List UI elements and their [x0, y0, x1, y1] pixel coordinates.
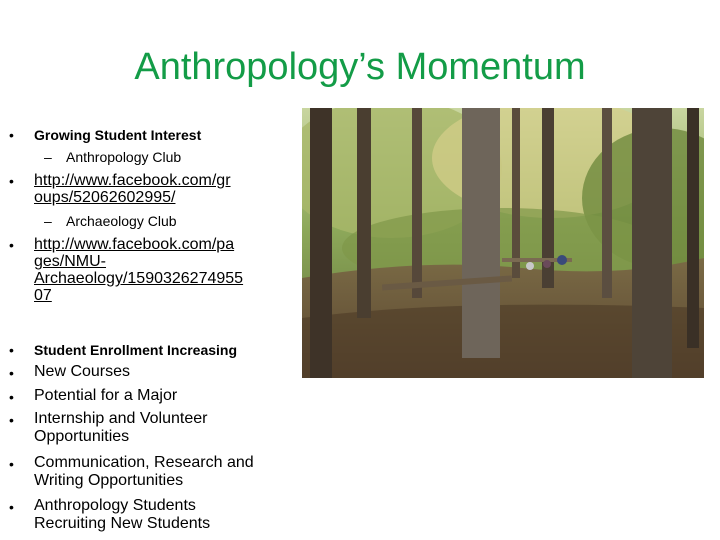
- anthropology-club-link[interactable]: http://www.facebook.com/gr oups/52062602995/: [34, 172, 231, 206]
- sub-bullet: –: [44, 149, 52, 165]
- internship-volunteer: Internship and Volunteer Opportunities: [34, 410, 208, 445]
- bullet: •: [9, 365, 14, 381]
- students-recruiting: Anthropology Students Recruiting New Students: [34, 497, 211, 532]
- slide-title: Anthropology’s Momentum: [134, 46, 586, 88]
- heading-enrollment: Student Enrollment Increasing: [34, 342, 238, 358]
- bullet: •: [9, 412, 14, 428]
- archaeology-club-link[interactable]: http://www.facebook.com/pa ges/NMU- Archaeology/1590326274955 07: [34, 236, 244, 304]
- bullet: •: [9, 173, 14, 189]
- communication-research: Communication, Research and Writing Opportunities: [34, 454, 254, 489]
- forest-photo-icon: [302, 108, 704, 378]
- archaeology-club-label: Archaeology Club: [66, 213, 177, 229]
- bullet: •: [9, 127, 14, 143]
- bullet: •: [9, 342, 14, 358]
- sub-bullet: –: [44, 213, 52, 229]
- bullet: •: [9, 237, 14, 253]
- heading-growing-interest: Growing Student Interest: [34, 127, 202, 143]
- forest-photo: [302, 108, 704, 378]
- potential-major: Potential for a Major: [34, 387, 178, 404]
- new-courses: New Courses: [34, 363, 131, 380]
- bullet: •: [9, 499, 14, 515]
- bullet: •: [9, 456, 14, 472]
- anthropology-club-label: Anthropology Club: [66, 149, 182, 165]
- bullet: •: [9, 389, 14, 405]
